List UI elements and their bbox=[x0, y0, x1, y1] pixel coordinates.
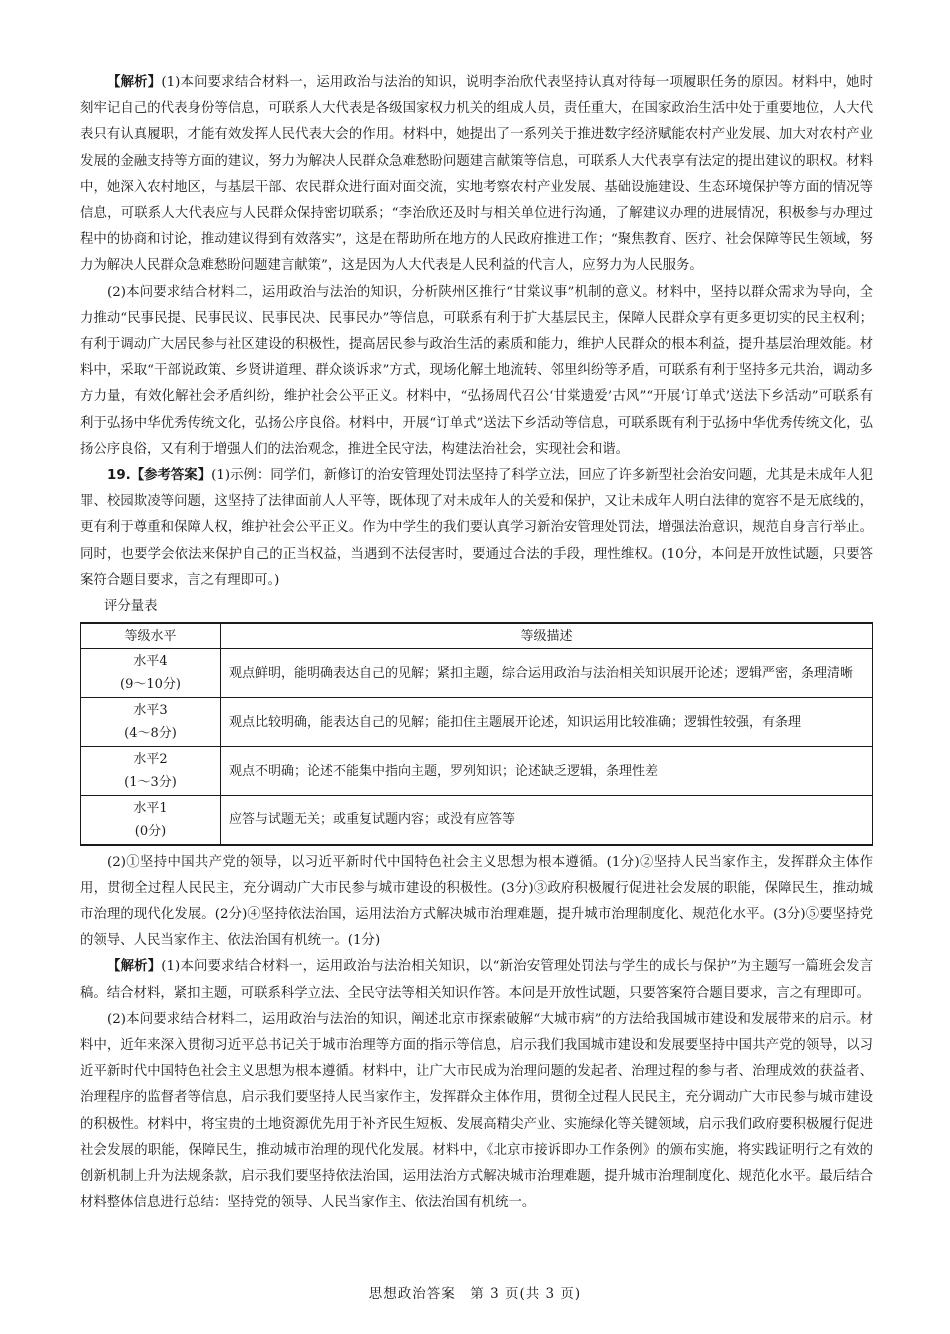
header-level: 等级水平 bbox=[81, 623, 221, 649]
reference-answer-label: 19.【参考答案】 bbox=[107, 468, 212, 484]
table-row bbox=[81, 649, 873, 698]
level-score: (0分) bbox=[134, 823, 167, 839]
level-cell bbox=[81, 796, 221, 845]
paragraph-text: (2)本问要求结合材料二，运用政治与法治的知识，分析陕州区推行“甘棠议事”机制的意义。材料中，坚持以群众需求为导向，全力推动“民事民提、民事民议、民事民决、民事民办”等信息，可联系有利于扩大基层民主，保障人民群众享有更多更切实的民主权利；有利于调动广大居民参与社区建设的积极性，提高居民参与政治生活的素质和能力，维护人民群众的根本利益，提升基层治理效能。材料中，采取“干部说政策、乡贤讲道理、群众谈诉求”方式，现场化解土地流转、邻里纠纷等矛盾，可联系有利于坚持多元共治，调动多方力量，有效化解社会矛盾纠纷，维护社会公平正义。材料中，“弘扬周代召公‘甘棠遗爱’古风”“开展‘订单式’送法下乡活动”可联系有利于弘扬中华优秀传统文化，弘扬公序良俗。材料中，开展“订单式”送法下乡活动等信息，可联系既有利于弘扬中华优秀传统文化，弘扬公序良俗，又有利于增强人们的法治观念，推进全民守法，构建法治社会，实现社会和谐。 bbox=[80, 284, 873, 457]
level-cell bbox=[81, 649, 221, 698]
analysis-19-paragraph-1 bbox=[80, 954, 873, 1006]
table-row bbox=[81, 698, 873, 747]
table-title: 评分量表 bbox=[104, 599, 158, 615]
level-name: 水平1 bbox=[133, 800, 168, 816]
level-cell bbox=[81, 698, 221, 747]
paragraph-text: (1)本问要求结合材料一，运用政治与法治相关知识，以“新治安管理处罚法与学生的成长与保护”为主题写一篇班会发言稿。结合材料，紧扣主题，可联系科学立法、全民守法等相关知识作答。本问是开放性试题，只要答案符合题目要求，言之有理即可。 bbox=[80, 959, 874, 1001]
analysis-label: 【解析】 bbox=[107, 959, 162, 975]
description-cell: 观点不明确；论述不能集中指向主题，罗列知识；论述缺乏逻辑，条理性差 bbox=[221, 747, 873, 796]
table-row bbox=[81, 796, 873, 845]
answer-19-paragraph bbox=[80, 463, 873, 594]
paragraph-text: (1)示例：同学们，新修订的治安管理处罚法坚持了科学立法，回应了许多新型社会治安问题，尤其是未成年人犯罪、校园欺凌等问题，这坚持了法律面前人人平等，既体现了对未成年人的关爱和保护，又让未成年人明白法律的宽容不是无底线的，更有利于尊重和保障人权，维护社会公平正义。作为中学生的我们要认真学习新治安管理处罚法，增强法治意识，规范自身言行举止。同时，也要学会依法来保护自己的正当权益，当遇到不法侵害时，要通过合法的手段，理性维权。(10分，本问是开放性试题，只要答案符合题目要求，言之有理即可。) bbox=[80, 468, 873, 588]
analysis-paragraph-2 bbox=[80, 280, 873, 463]
level-name: 水平2 bbox=[133, 752, 168, 768]
analysis-19-paragraph-2 bbox=[80, 1007, 873, 1217]
analysis-label: 【解析】 bbox=[107, 75, 162, 90]
page-footer: 思想政治答案 第 3 页(共 3 页) bbox=[368, 1286, 582, 1302]
paragraph-text: (2)本问要求结合材料二，运用政治与法治的知识，阐述北京市探索破解“大城市病”的方法给我国城市建设和发展带来的启示。材料中，近年来深入贯彻习近平总书记关于城市治理等方面的指示等信息，启示我们我国城市建设和发展要坚持中国共产党的领导，以习近平新时代中国特色社会主义思想为根本遵循。材料中，让广大市民成为治理问题的发起者、治理过程的参与者、治理成效的获益者、治理程序的监督者等信息，启示我们要坚持人民当家作主，发挥群众主体作用，贯彻全过程人民民主，充分调动广大市民参与城市建设的积极性。材料中，将宝贵的土地资源优先用于补齐民生短板、发展高精尖产业、实施绿化等关键领域，启示我们政府要积极履行促进社会发展的职能，保障民生，推动城市治理的现代化发展。材料中，《北京市接诉即办工作条例》的颁布实施，将实践证明行之有效的创新机制上升为法规条款，启示我们要坚持依法治国，运用法治方式解决城市治理难题，提升城市治理制度化、规范化水平。最后结合材料整体信息进行总结：坚持党的领导、人民当家作主、依法治国有机统一。 bbox=[80, 1011, 873, 1211]
level-score: (1～3分) bbox=[124, 775, 177, 791]
analysis-paragraph-1 bbox=[80, 70, 873, 280]
answer-19-part2-paragraph bbox=[80, 850, 873, 955]
level-score: (4～8分) bbox=[124, 726, 177, 742]
scoring-table bbox=[80, 622, 873, 846]
description-cell: 观点比较明确，能表达自己的见解；能扣住主题展开论述，知识运用比较准确；逻辑性较强，有条理 bbox=[221, 698, 873, 747]
level-name: 水平3 bbox=[133, 703, 168, 719]
description-cell: 应答与试题无关；或重复试题内容；或没有应答等 bbox=[221, 796, 873, 845]
answer-page bbox=[80, 70, 873, 1216]
paragraph-text: (1)本问要求结合材料一，运用政治与法治的知识，说明李治欣代表坚持认真对待每一项履职任务的原因。材料中，她时刻牢记自己的代表身份等信息，可联系人大代表是各级国家权力机关的组成人员，责任重大，在国家政治生活中处于重要地位，人大代表只有认真履职，才能有效发挥人民代表大会的作用。材料中，她提出了一系列关于推进数字经济赋能农村产业发展、加大对农村产业发展的金融支持等方面的建议，努力为解决人民群众急难愁盼问题建言献策等信息，可联系人大代表享有法定的提出建议的职权。材料中，她深入农村地区，与基层干部、农民群众进行面对面交流，实地考察农村产业发展、基础设施建设、生态环境保护等方面的情况等信息，可联系人大代表应与人民群众保持密切联系；“李治欣还及时与相关单位进行沟通，了解建议办理的进展情况，积极参与办理过程中的协商和讨论，推动建议得到有效落实”，这是在帮助所在地方的人民政府推进工作；“聚焦教育、医疗、社会保障等民生领域，努力为解决人民群众急难愁盼问题建言献策”，这是因为人大代表是人民利益的代言人，应努力为人民服务。 bbox=[80, 75, 874, 274]
level-name: 水平4 bbox=[133, 654, 168, 670]
table-row bbox=[81, 747, 873, 796]
header-description: 等级描述 bbox=[221, 623, 873, 649]
level-score: (9～10分) bbox=[120, 677, 181, 693]
table-header-row bbox=[81, 623, 873, 649]
paragraph-text: (2)①坚持中国共产党的领导，以习近平新时代中国特色社会主义思想为根本遵循。(1分)②坚持人民当家作主，发挥群众主体作用，贯彻全过程人民民主，充分调动广大市民参与城市建设的积极性。(3分)③政府积极履行促进社会发展的职能，保障民生，推动城市治理的现代化发展。(2分)④坚持依法治国，运用法治方式解决城市治理难题，提升城市治理制度化、规范化水平。(3分)⑤要坚持党的领导、人民当家作主、依法治国有机统一。(1分) bbox=[80, 854, 873, 949]
level-cell bbox=[81, 747, 221, 796]
description-cell: 观点鲜明，能明确表达自己的见解；紧扣主题，综合运用政治与法治相关知识展开论述；逻辑严密，条理清晰 bbox=[221, 649, 873, 698]
